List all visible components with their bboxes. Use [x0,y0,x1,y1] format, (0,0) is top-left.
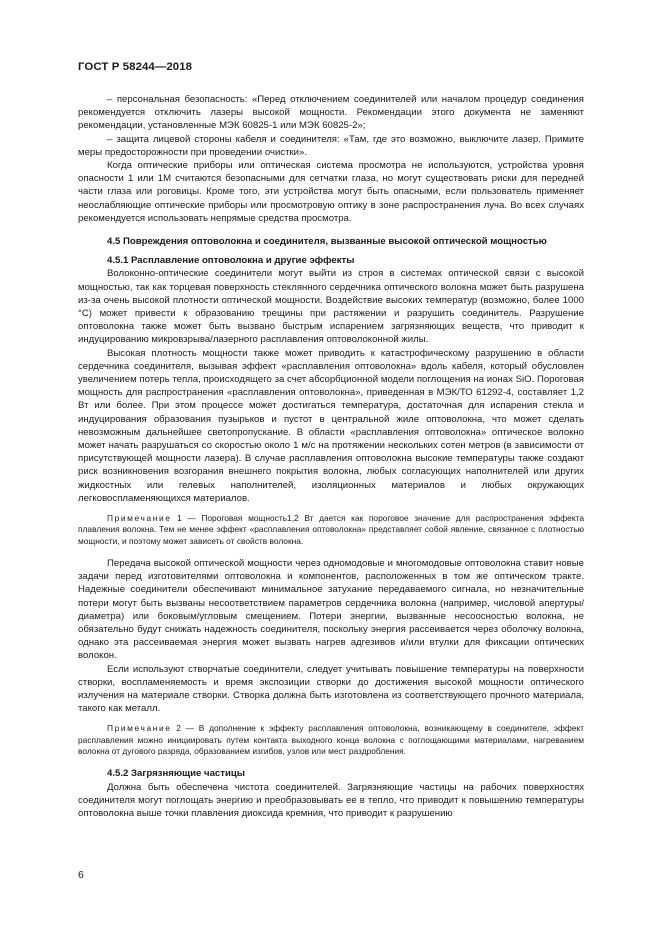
section-heading-4-5-1: 4.5.1 Расплавление оптоволокна и другие эффекты [107,255,355,267]
page-number: 6 [78,869,84,881]
note-1-text: 1 — Пороговая мощность1,2 Вт дается как пороговое значение для распространения эффекта плавления волокна. Тем не менее эффект «расплавления оптоволокна» представляет собой явление, связанное с плотностью мощности, и поэтому может зависеть от свойств волокна. [78,513,584,546]
document-body [78,93,584,820]
paragraph-face-protection: – защита лицевой стороны кабеля и соединителя: «Там, где это возможно, выключите лазер. Примите меры предосторожности при проведении очистки». [78,133,584,158]
section-heading-4-5: 4.5 Повреждения оптоволокна и соединителя, вызванные высокой оптической мощностью [107,236,547,248]
note-1-label: Примечание [107,513,172,524]
paragraph-shutter-connectors: Если используют створчатые соединители, следует учитывать повышение температуры на поверхности створки, воспламеняемость и время экспозиции створки до достижения высокой мощности оптического излучения на материале створки. Створка должна быть изготовлена из соответствующего прочного материала, такого как металл. [78,663,584,715]
paragraph-high-power-transmission: Передача высокой оптической мощности через одномодовые и многомодовые оптоволокна ставит новые задачи перед изготовителями оптоволокна и компонентов, расположенных в том же оптическом тракте. Надежные соединители обеспечивают минимальное затухание передаваемого сигнала, но незначительные потери могут быть вызваны несоответствием параметров сердечника волокна (например, числовой апертуры/диаметра) или боковым/угловым смещением. Потери энергии, вызванные несоосностью волокна, не обязательно будут снижать надежность соединителя, поскольку энергия рассеивается через оболочку волокна, однако эта рассеиваемая энергия может вызвать нагрев адгезивов и/или втулки для фиксации оптических волокон. [78,557,584,662]
paragraph-connector-failure: Волоконно-оптические соединители могут выйти из строя в системах оптической связи с высокой мощностью, так как торцевая поверхность стеклянного сердечника оптического волокна может быть разрушена из-за очень высокой плотности оптической мощности. Воздействие высоких температур (возможно, более 1000 °С) может привести к образованию трещины при растяжении и разрушить соединитель. Разрушение оптоволокна также может быть вызвано быстрым испарением загрязняющих веществ, что приводит к индуцированию микровзрыва/лазерного расплавления оптоволоконной жилы. [78,268,584,346]
paragraph-fiber-fuse: Высокая плотность мощности также может приводить к катастрофическому разрушению в области сердечника соединителя, вызывая эффект «расплавления оптоволокна» вдоль кабеля, который обусловлен увеличением потерь тепла, происходящего за счет абсорбционной модели поглощения на ионах SiO. Пороговая мощность для распространения «расплавления оптоволокна», приведенная в МЭК/ТО 61292-4, составляет 1,2 Вт или более. При этом процессе может достигаться температура, достаточная для испарения стекла и индуцирования образования пузырьков и пустот в центральной жиле оптоволокна, что может сделать невозможным дальнейшее светопропускание. В области «расплавления оптоволокна» оптическое волокно может начать разрушаться со скоростью около 1 м/с на протяжении нескольких сотен метров (в зависимости от присутствующей мощности лазера). В случае расплавления оптоволокна высокие температуры также создают риск возникновения возгорания внешнего покрытия волокна, любых согласующих наполнителей или других жидкостных или гелевых наполнителей, изоляционных материалов и любых окружающих легковоспламеняющихся материалов. [78,347,584,504]
section-heading-4-5-2: 4.5.2 Загрязняющие частицы [107,768,245,780]
paragraph-personal-safety: – персональная безопасность: «Перед отключением соединителей или началом процедур соединения рекомендуется отключить лазеры высокой мощности. Рекомендации этого документа не заменяют рекомендации, установленные МЭК 60825-1 или МЭК 60825-2»; [78,94,584,132]
note-2 [78,723,584,757]
note-2-text: 2 — В дополнение к эффекту расплавления оптоволокна, возникающему в соединителе, эффект расплавления можно инициировать путем контакта выходного конца волокна с поглощающими материалами, нагреванием волокна от дугового разряда, образованием изгибов, узлов или мест раздробления. [78,723,584,757]
note-1 [78,513,584,547]
paragraph-optical-devices: Когда оптические приборы или оптическая система просмотра не используются, устройства уровня опасности 1 или 1М считаются безопасными для сетчатки глаза, но могут существовать риски для передней части глаза или роговицы. Кроме того, эти устройства могут быть опасными, если пользователь применяет неослабляющие оптические приборы или просмотровую оптику в зоне распространения луча. Во всех случаях рекомендуется использовать непрямые средства просмотра. [78,160,584,224]
standard-header: ГОСТ Р 58244—2018 [78,61,193,73]
note-2-label: Примечание [107,723,172,734]
paragraph-contaminant-particles: Должна быть обеспечена чистота соединителей. Загрязняющие частицы на рабочих поверхностях соединителя могут поглощать энергию и преобразовывать ее в тепло, что приводит к повышению температуры оптоволокна выше точки плавления диоксида кремния, что приводит к разрушению [78,781,584,819]
